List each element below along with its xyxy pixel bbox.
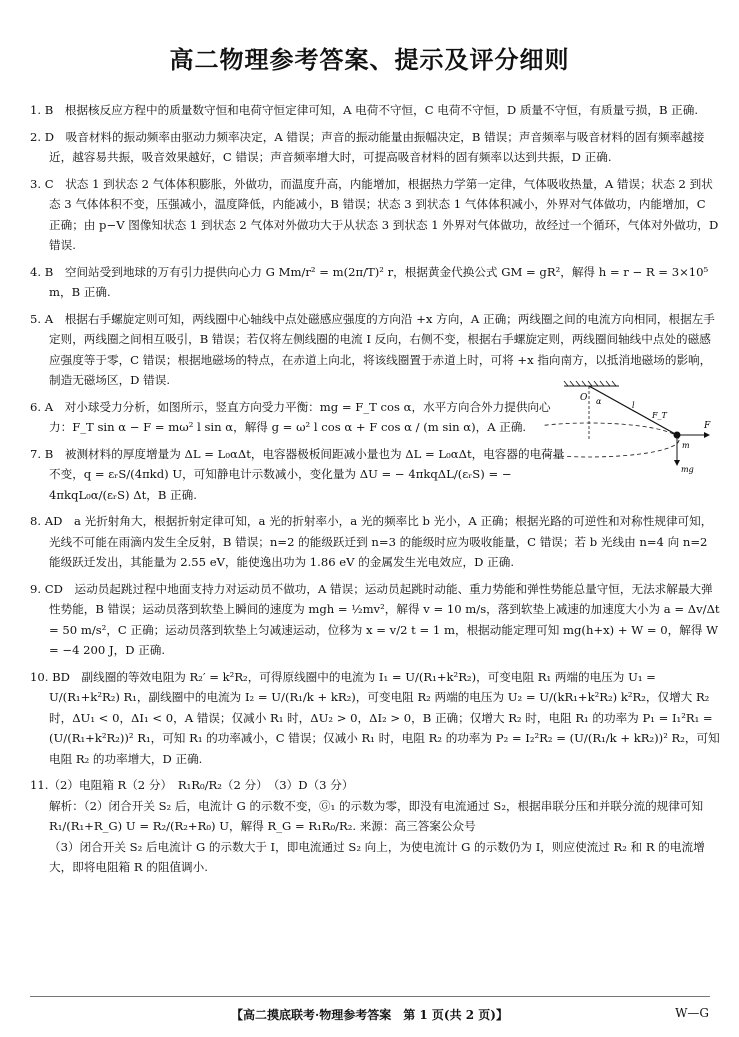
figure-label-m: m (682, 441, 690, 450)
answer-item-1: 1. B 根据核反应方程中的质量数守恒和电荷守恒定律可知，A 电荷不守恒，C 电荷不守恒，D 质量不守恒，有质量亏损，B 正确. (30, 103, 699, 117)
figure-label-o: O (580, 393, 588, 403)
figure-label-f: F (704, 421, 711, 431)
figure-label-ft: F_T (652, 411, 667, 420)
answer-item-5: 5. A 根据右手螺旋定则可知，两线圈中心轴线中点处磁感应强度的方向沿 +x 方向，A 正确；两线圈之间的电流方向相同，根据左手定则，两线圈之间相互吸引，B 错误；若仅将左侧线圈的电流 I 反向，右侧不变，根据右手螺旋定则，两线圈间轴线中点处的磁感应强度等于零，C 错误；根据地磁场的特点，在赤道上向北，将该线圈置于赤道上时，可将 +x 指向南方，以抵消地磁场的影响，制造无磁场区，D 错误. (30, 311, 715, 387)
answer-list (30, 100, 720, 878)
page-title: 高二物理参考答案、提示及评分细则 (169, 45, 570, 74)
answer-item-3: 3. C 状态 1 到状态 2 气体体积膨胀，外做功，而温度升高，内能增加，根据热力学第一定律，气体吸收热量，A 错误；状态 2 到状态 3 气体体积不变，压强减小，温度降低，内能减小，B 错误；状态 3 到状态 1 气体体积减小，外界对气体做功，内能增加，C 正确；由 p−V 图像知状态 1 到状态 2 气体对外做功大于从状态 3 到状态 1 外界对气体做功，故经过一个循环，气体对外做功，D 错误. (30, 176, 719, 252)
answer-item-2: 2. D 吸音材料的振动频率由驱动力频率决定，A 错误；声音的振动能量由振幅决定，B 错误；声音频率与吸音材料的固有频率越接近，越容易共振，吸音效果越好，C 错误；声音频率增大时，可提高吸音材料的固有频率以达到共振，D 正确. (30, 129, 705, 164)
footer-divider (30, 996, 710, 997)
paper-code: W—G (675, 1006, 709, 1020)
answer-item-11: 11.（2）电阻箱 R（2 分） R₁R₀/R₂（2 分） （3）D（3 分） (30, 778, 354, 792)
figure-label-l: l (632, 401, 635, 410)
figure-label-mg: mg (681, 465, 694, 474)
answer-item-10: 10. BD 副线圈的等效电阻为 R₂′ = k²R₂，可得原线圈中的电流为 I₁ = U/(R₁+k²R₂)，可变电阻 R₁ 两端的电压为 U₁ = U/(R₁+k²R₂) R₁，副线圈中的电流为 I₂ = U/(R₁/k + kR₂)，可变电阻 R₂ 两端的电压为 U₂ = U/(kR₁+k²R₂) k²R₂，仅增大 R₂ 时，ΔU₁ < 0，ΔI₁ < 0，A 错误；仅减小 R₁ 时，ΔU₂ > 0，ΔI₂ > 0，B 正确；仅增大 R₂ 时，电阻 R₁ 的功率为 P₁ = I₁²R₁ = (U/(R₁+k²R₂))² R₁，可知 R₁ 的功率减小，C 错误；仅减小 R₁ 时，电阻 R₂ 的功率为 P₂ = I₂²R₂ = (U/(R₁/k + kR₂))² R₂，可知电阻 R₂ 的功率增大，D 正确. (30, 669, 720, 766)
figure-label-alpha: α (596, 397, 602, 406)
page-footer: 【高二摸底联考·物理参考答案 第 1 页(共 2 页)】 (231, 1008, 508, 1022)
answer-item-11-part3: （3）闭合开关 S₂ 后电流计 G 的示数大于 I，即电流通过 S₂ 向上，为使电流计 G 的示数仍为 I，则应使流过 R₂ 和 R 的电流增大，即将电阻箱 R 的阻值调小. (49, 839, 705, 874)
answer-item-7: 7. B 被测材料的厚度增量为 ΔL = L₀αΔt，电容器极板间距减小量也为 ΔL = L₀αΔt，电容器的电荷量不变，q = εᵣS/(4πkd) U，可知静电计示数减小，变化量为 ΔU = − 4πkqΔL/(εᵣS) = − 4πkqL₀α/(εᵣS) Δt，B 正确. (30, 446, 565, 502)
answer-item-4: 4. B 空间站受到地球的万有引力提供向心力 G Mm/r² = m(2π/T)² r，根据黄金代换公式 GM = gR²，解得 h = r − R = 3×10⁵ m，B 正确. (30, 264, 709, 299)
answer-item-6: 6. A 对小球受力分析，如图所示，竖直方向受力平衡：mg = F_T cos α，水平方向合外力提供向心力：F_T sin α − F = mω² l sin α，解得 g = ω² l cos α + F cos α / (m sin α)，A 正确. (30, 399, 551, 434)
answer-item-11-explain: 解析：（2）闭合开关 S₂ 后，电流计 G 的示数不变，Ⓖ₁ 的示数为零，即没有电流通过 S₂，根据串联分压和并联分流的规律可知 R₁/(R₁+R_G) U = R₂/(R₂+R₀) U，解得 R_G = R₁R₀/R₂. 来源：高三答案公众号 (49, 798, 704, 833)
answer-item-8: 8. AD a 光折射角大，根据折射定律可知，a 光的折射率小，a 光的频率比 b 光小，A 正确；根据光路的可逆性和对称性规律可知，光线不可能在雨滴内发生全反射，B 错误；n=2 的能级跃迁到 n=3 的能级时应为吸收能量，C 错误；若 b 光线由 n=4 向 n=2 能级跃迁发出，其能量为 2.55 eV，能使逸出功为 1.86 eV 的金属发生光电效应，D 正确. (30, 514, 713, 569)
conical-pendulum-figure (544, 380, 714, 480)
answer-item-9: 9. CD 运动员起跳过程中地面支持力对运动员不做功，A 错误；运动员起跳时动能、重力势能和弹性势能总量守恒，无法求解最大弹性势能，B 错误；运动员落到软垫上瞬间的速度为 mgh = ½mv²，解得 v = 10 m/s，落到软垫上减速的加速度大小为 a = Δv/Δt = 50 m/s²，C 正确；运动员落到软垫上匀减速运动，位移为 x = v/2 t = 1 m，根据动能定理可知 mg(h+x) + W = 0，解得 W = −4 200 J，D 正确. (30, 581, 720, 657)
